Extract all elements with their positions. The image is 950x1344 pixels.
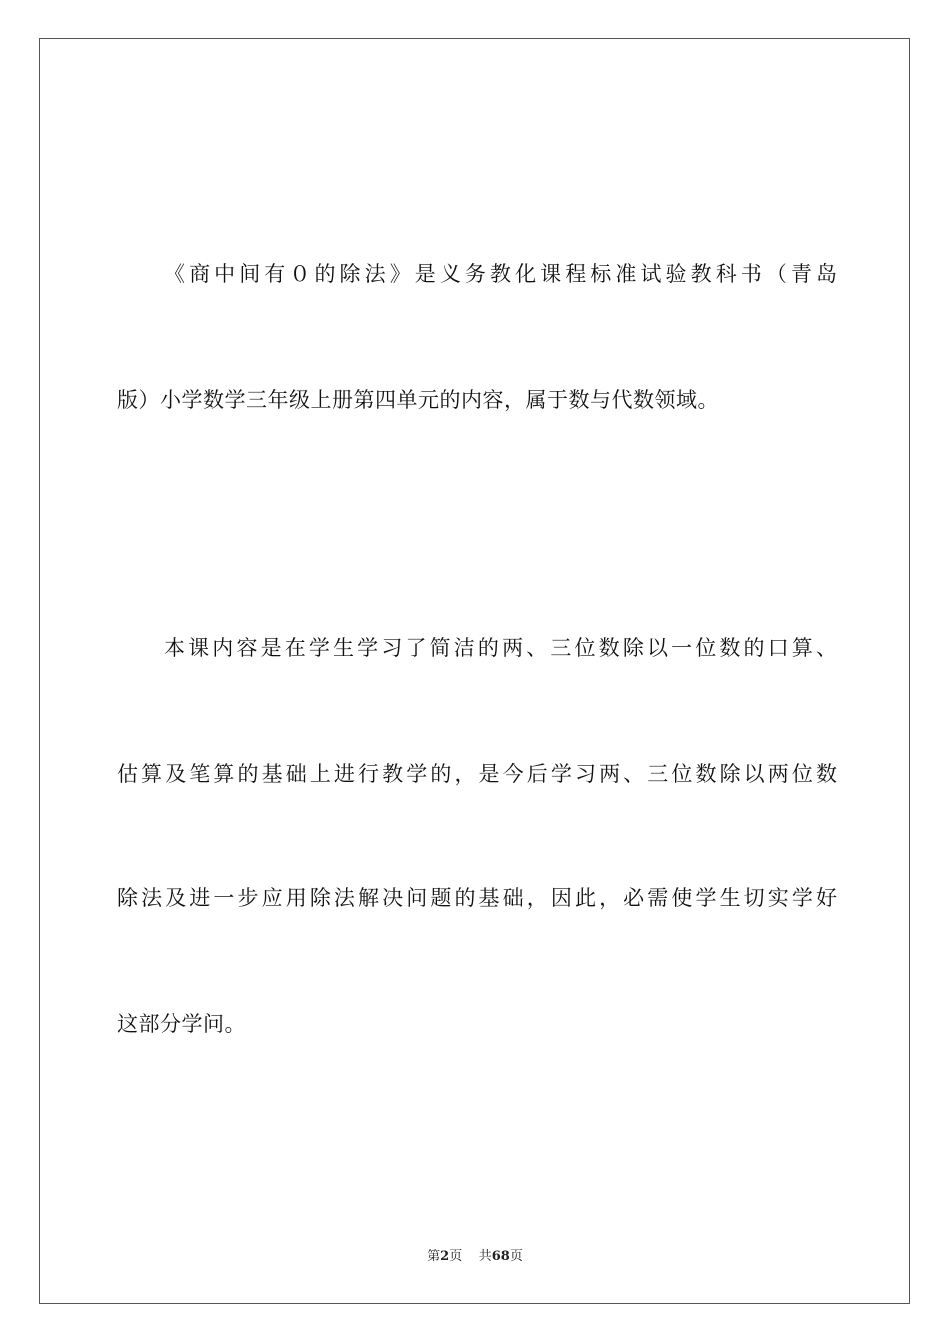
paragraph-2-line-1: 本课内容是在学生学习了简洁的两、三位数除以一位数的口算、 — [164, 636, 837, 660]
footer-page-prefix: 第 — [427, 1249, 441, 1264]
paragraph-2-line-2: 估算及笔算的基础上进行教学的，是今后学习两、三位数除以两位数 — [117, 762, 837, 786]
paragraph-2-line-4: 这部分学问。 — [117, 1012, 246, 1036]
paragraph-1-line-2: 版）小学数学三年级上册第四单元的内容，属于数与代数领域。 — [117, 388, 719, 412]
paragraph-2-line-3: 除法及进一步应用除法解决问题的基础，因此，必需使学生切实学好 — [117, 886, 837, 910]
footer-page-number: 2 — [440, 1249, 450, 1264]
paragraph-1-line-1: 《商中间有０的除法》是义务教化课程标准试验教科书（青岛 — [164, 262, 837, 286]
footer-page-suffix: 页 — [449, 1249, 463, 1264]
footer-total-suffix: 页 — [509, 1249, 523, 1264]
page-footer — [0, 1248, 950, 1266]
page-border — [39, 38, 910, 1304]
footer-total-pages: 68 — [491, 1249, 510, 1264]
footer-total-prefix: 共 — [478, 1249, 492, 1264]
